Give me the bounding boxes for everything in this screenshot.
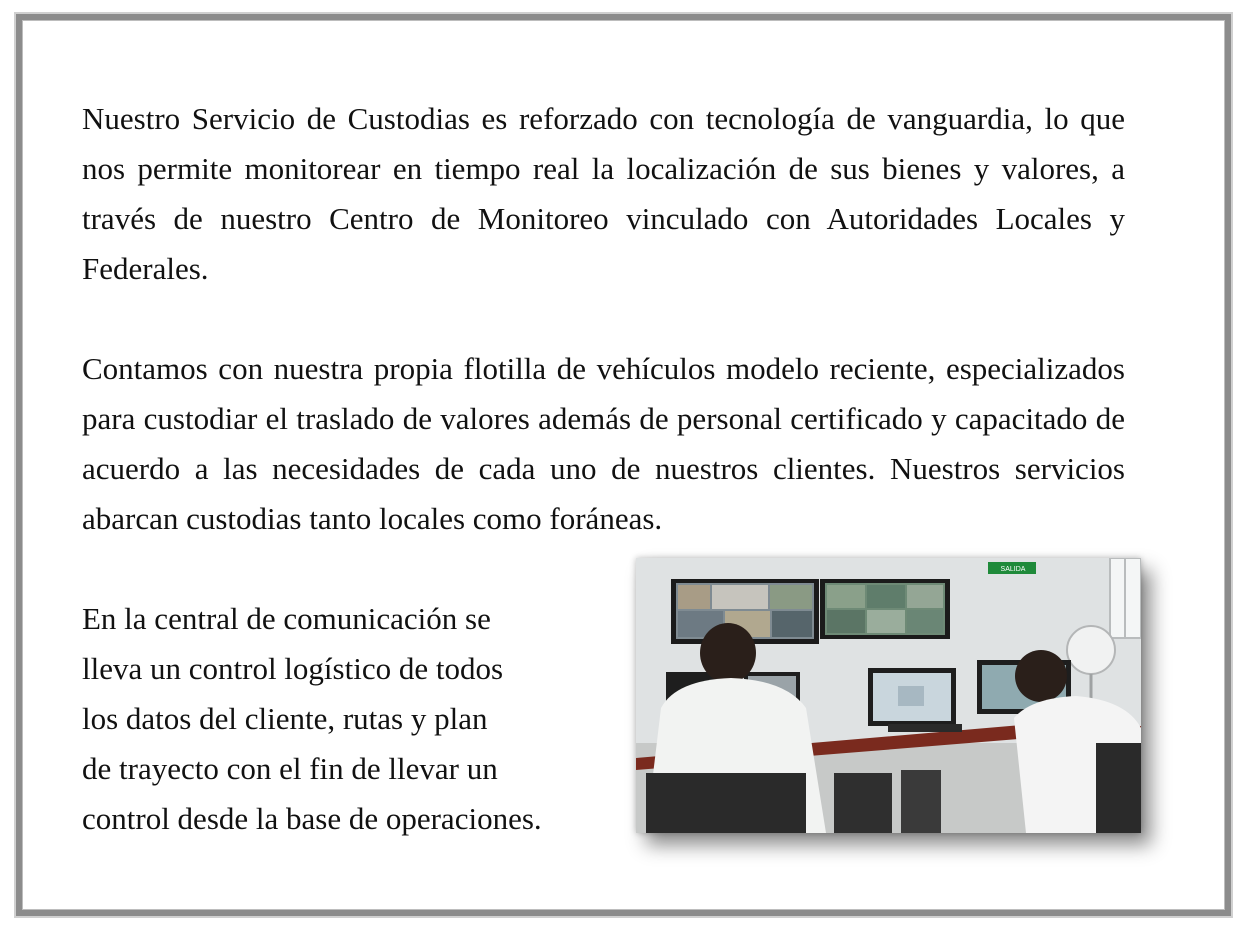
control-line-4: de trayecto con el fin de llevar un [82,751,498,786]
control-line-2: lleva un control logístico de todos [82,651,504,686]
svg-text:SALIDA: SALIDA [1000,566,1026,573]
control-line-3: los datos del cliente, rutas y plan [82,701,488,736]
control-paragraph [82,594,592,844]
exit-sign [988,562,1036,574]
intro-paragraph: Nuestro Servicio de Custodias es reforzado con tecnología de vanguardia, lo que nos permite monitorear en tiempo real la localización de sus bienes y valores, a través de nuestro Centro de Monitoreo vinculado con Autoridades Locales y Federales. [82,101,1125,286]
control-line-5: control desde la base de operaciones. [82,801,542,836]
control-line-1: En la central de comunicación se [82,601,491,636]
fleet-paragraph: Contamos con nuestra propia flotilla de vehículos modelo reciente, especializados para custodiar el traslado de valores además de personal certificado y capacitado de acuerdo a las necesidades de cada uno de nuestros clientes. Nuestros servicios abarcan custodias tanto locales como foráneas. [82,351,1125,536]
wall-monitor-right [820,579,950,639]
monitoring-center-photo [636,558,1141,833]
